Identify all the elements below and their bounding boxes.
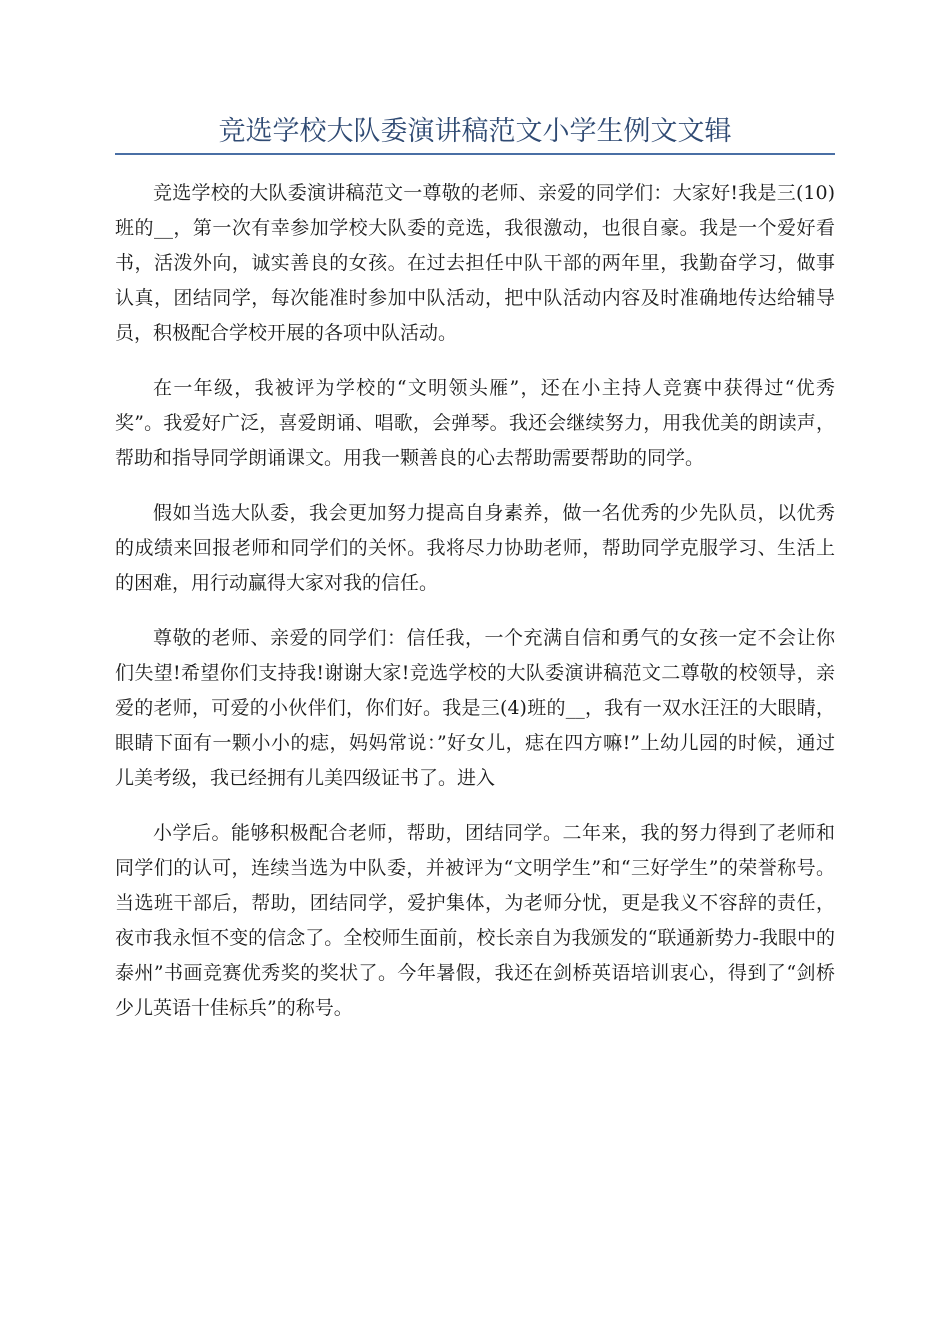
document-title: 竞选学校大队委演讲稿范文小学生例文文辑 bbox=[218, 116, 732, 147]
paragraph-5: 小学后。能够积极配合老师，帮助，团结同学。二年来，我的努力得到了老师和同学们的认可，连续当选为中队委，并被评为“文明学生”和“三好学生”的荣誉称号。当选班干部后，帮助，团结同学，爱护集体，为老师分忧，更是我义不容辞的责任，夜市我永恒不变的信念了。全校师生面前，校长亲自为我颁发的“联通新势力-我眼中的泰州”书画竞赛优秀奖的奖状了。今年暑假，我还在剑桥英语培训衷心，得到了“剑桥少儿英语十佳标兵”的称号。 bbox=[115, 822, 835, 1019]
paragraph-1: 竞选学校的大队委演讲稿范文一尊敬的老师、亲爱的同学们：大家好!我是三(10)班的__，第一次有幸参加学校大队委的竞选，我很激动，也很自豪。我是一个爱好看书，活泼外向，诚实善良的女孩。在过去担任中队干部的两年里，我勤奋学习，做事认真，团结同学，每次能准时参加中队活动，把中队活动内容及时准确地传达给辅导员，积极配合学校开展的各项中队活动。 bbox=[115, 182, 835, 344]
paragraph-4: 尊敬的老师、亲爱的同学们：信任我，一个充满自信和勇气的女孩一定不会让你们失望!希望你们支持我!谢谢大家!竞选学校的大队委演讲稿范文二尊敬的校领导，亲爱的老师，可爱的小伙伴们，你们好。我是三(4)班的__，我有一双水汪汪的大眼睛，眼睛下面有一颗小小的痣，妈妈常说：”好女儿，痣在四方嘛!”上幼儿园的时候，通过儿美考级，我已经拥有儿美四级证书了。进入 bbox=[115, 627, 835, 789]
document-body bbox=[115, 176, 835, 1046]
paragraph-3: 假如当选大队委，我会更加努力提高自身素养，做一名优秀的少先队员，以优秀的成绩来回报老师和同学们的关怀。我将尽力协助老师，帮助同学克服学习、生活上的困难，用行动赢得大家对我的信任。 bbox=[115, 502, 835, 594]
title-underline bbox=[115, 153, 835, 155]
paragraph-2: 在一年级，我被评为学校的“文明领头雁”，还在小主持人竞赛中获得过“优秀奖”。我爱好广泛，喜爱朗诵、唱歌，会弹琴。我还会继续努力，用我优美的朗读声，帮助和指导同学朗诵课文。用我一颗善良的心去帮助需要帮助的同学。 bbox=[115, 377, 835, 469]
